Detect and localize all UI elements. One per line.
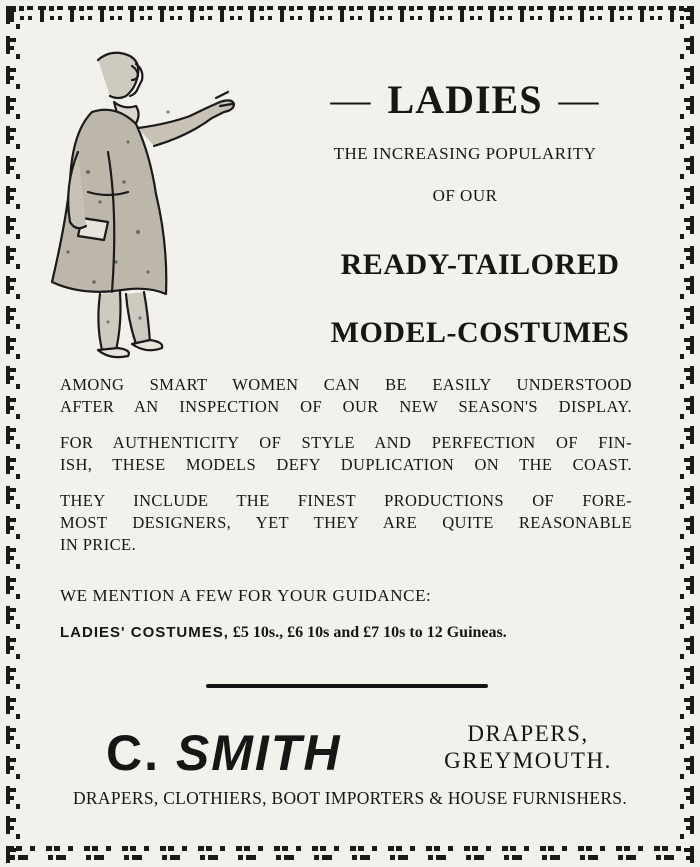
headline-text: LADIES xyxy=(387,77,543,122)
merchant-trade: DRAPERS, xyxy=(467,721,589,746)
paragraph-1-line-2: AFTER AN INSPECTION OF OUR NEW SEASON'S DISPLAY. xyxy=(60,397,632,416)
divider-rule xyxy=(206,684,488,688)
gentleman-figure-icon xyxy=(28,42,238,372)
subline-of-our: OF OUR xyxy=(432,186,498,205)
paragraph-2-line-1: FOR AUTHENTICITY OF STYLE AND PERFECTION OF FIN- xyxy=(60,433,632,452)
headline xyxy=(300,76,630,123)
merchant-initial: C. xyxy=(106,725,160,781)
paragraph-3-line-2: MOST DESIGNERS, YET THEY ARE QUITE REASONABLE xyxy=(60,513,632,532)
merchant-address xyxy=(424,720,632,774)
paragraph-3-line-1: THEY INCLUDE THE FINEST PRODUCTIONS OF FORE- xyxy=(60,491,632,510)
merchant-town: GREYMOUTH. xyxy=(444,748,612,773)
merchant-surname: SMITH xyxy=(175,725,342,781)
paragraph-2-line-2: ISH, THESE MODELS DEFY DUPLICATION ON THE COAST. xyxy=(60,455,632,474)
mention-line: WE MENTION A FEW FOR YOUR GUIDANCE: xyxy=(60,586,432,605)
product-line-ready-tailored: READY-TAILORED xyxy=(340,248,620,281)
left-border-ornament xyxy=(2,4,24,863)
headline-dash-left: — xyxy=(330,77,372,122)
paragraph-1-line-1: AMONG SMART WOMEN CAN BE EASILY UNDERSTOOD xyxy=(60,375,632,394)
merchant-footer: DRAPERS, CLOTHIERS, BOOT IMPORTERS & HOUSE FURNISHERS. xyxy=(72,788,627,808)
price-label: LADIES' COSTUMES, xyxy=(60,624,229,641)
merchant-name xyxy=(106,724,341,782)
price-values: £5 10s., £6 10s and £7 10s to 12 Guineas. xyxy=(232,624,507,641)
paragraph-3-line-3: IN PRICE. xyxy=(60,535,137,554)
price-line xyxy=(60,624,507,642)
right-border-ornament xyxy=(676,4,698,863)
headline-dash-right: — xyxy=(558,77,600,122)
subline-popularity: THE INCREASING POPULARITY xyxy=(333,144,597,163)
bottom-border-ornament xyxy=(6,843,694,863)
top-border-ornament xyxy=(6,4,694,26)
product-line-model-costumes: MODEL-COSTUMES xyxy=(330,316,630,349)
